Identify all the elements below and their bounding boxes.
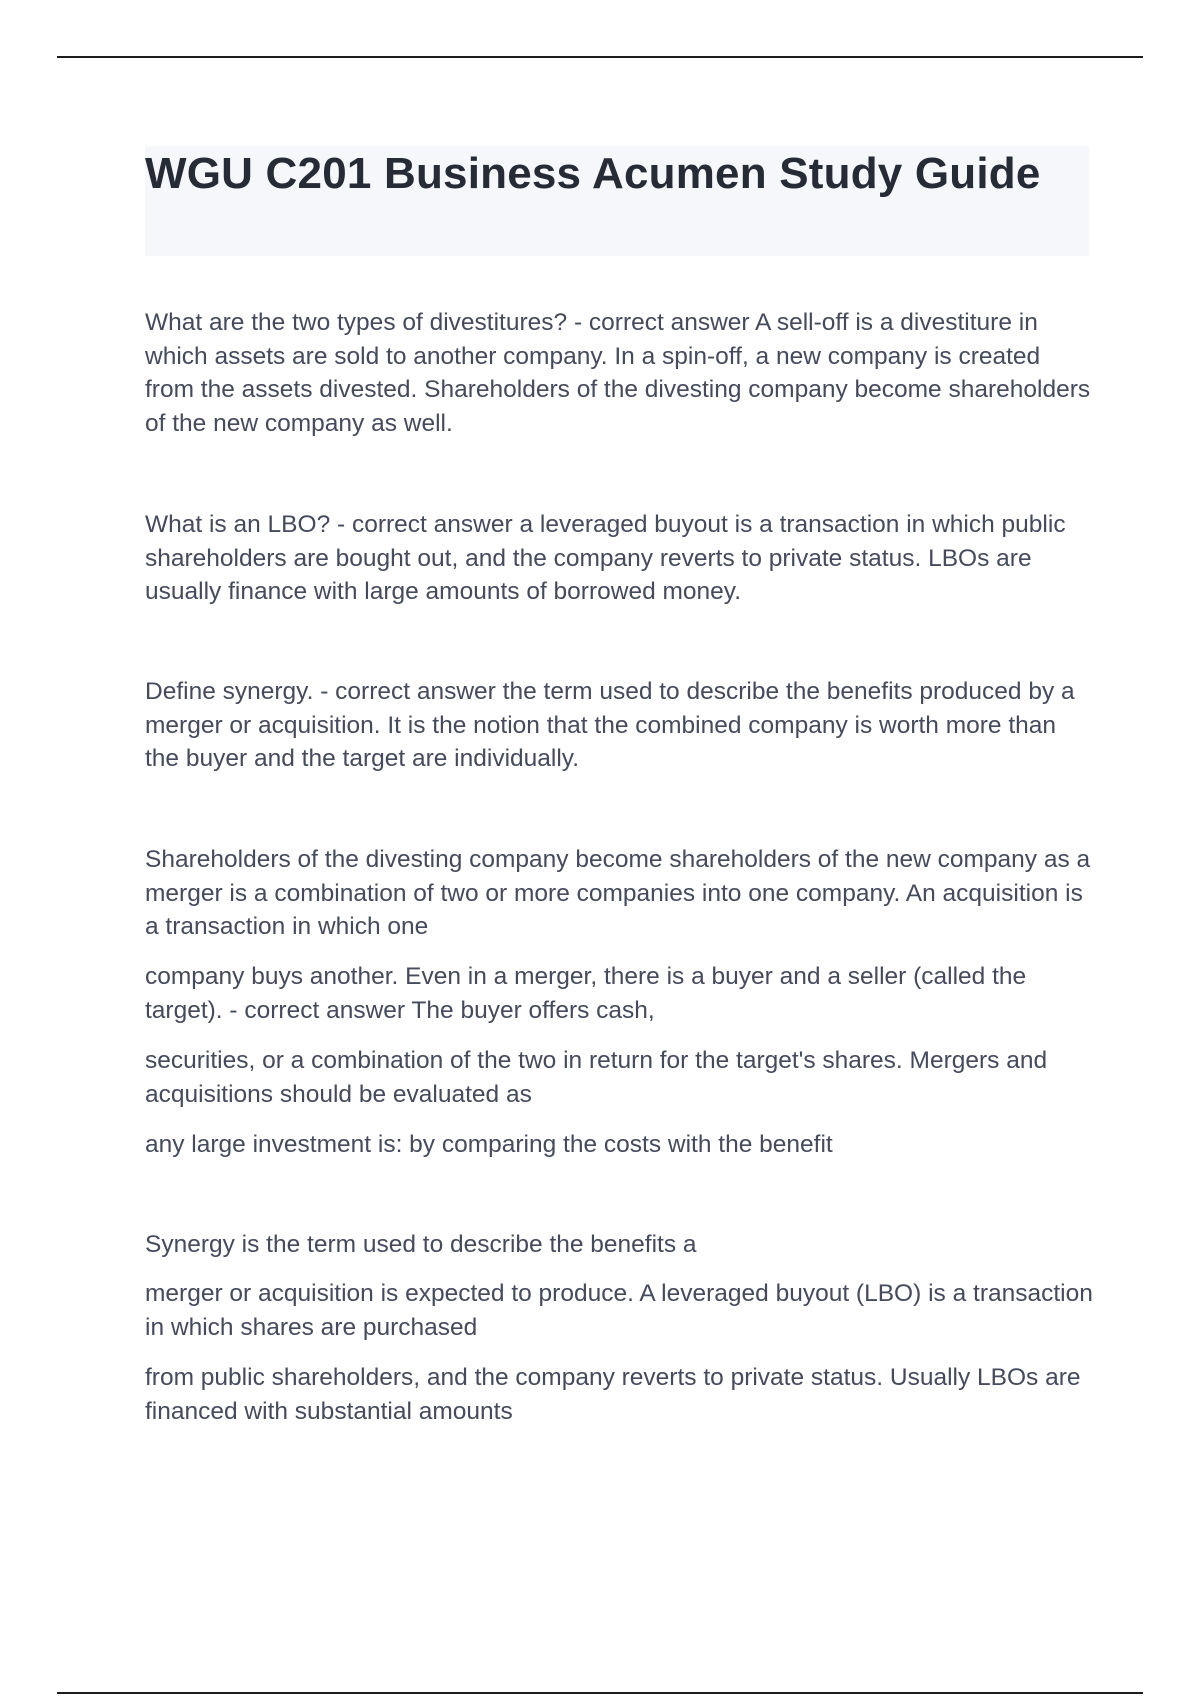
paragraph-lbo: What is an LBO? - correct answer a leveraged buyout is a transaction in which public shareholders are bought out, and the company reverts to private status. LBOs are usually finance with large amounts of borrowed money. bbox=[145, 511, 1066, 605]
bottom-divider bbox=[57, 1692, 1143, 1694]
paragraph-divestitures: What are the two types of divestitures? - correct answer A sell-off is a divestiture in which assets are sold to another company. In a spin-off, a new company is created from the assets divested. Shareholders of the divesting company become shareholders of the new company as well. bbox=[145, 309, 1091, 437]
paragraph-synergy: Define synergy. - correct answer the term used to describe the benefits produced by a merger or acquisition. It is the notion that the combined company is worth more than the buyer and the target are individually. bbox=[145, 678, 1075, 772]
paragraph-public-shareholders: from public shareholders, and the company reverts to private status. Usually LBOs are financed with substantial amounts bbox=[145, 1364, 1081, 1425]
paragraph-investment: any large investment is: by comparing the costs with the benefit bbox=[145, 1131, 833, 1158]
paragraph-securities: securities, or a combination of the two in return for the target's shares. Mergers and acquisitions should be evaluated as bbox=[145, 1047, 1048, 1108]
paragraph-merger-definition: Shareholders of the divesting company become shareholders of the new company as a merger is a combination of two or more companies into one company. An acquisition is a transaction in which one bbox=[145, 846, 1091, 940]
paragraph-synergy-term: Synergy is the term used to describe the benefits a bbox=[145, 1231, 697, 1258]
top-divider bbox=[57, 56, 1143, 58]
document-title: WGU C201 Business Acumen Study Guide bbox=[145, 149, 1041, 198]
paragraph-merger-acquisition: merger or acquisition is expected to produce. A leveraged buyout (LBO) is a transaction in which shares are purchased bbox=[145, 1280, 1093, 1341]
paragraph-buyer-seller: company buys another. Even in a merger, there is a buyer and a seller (called the target). - correct answer The buyer offers cash, bbox=[145, 963, 1027, 1024]
